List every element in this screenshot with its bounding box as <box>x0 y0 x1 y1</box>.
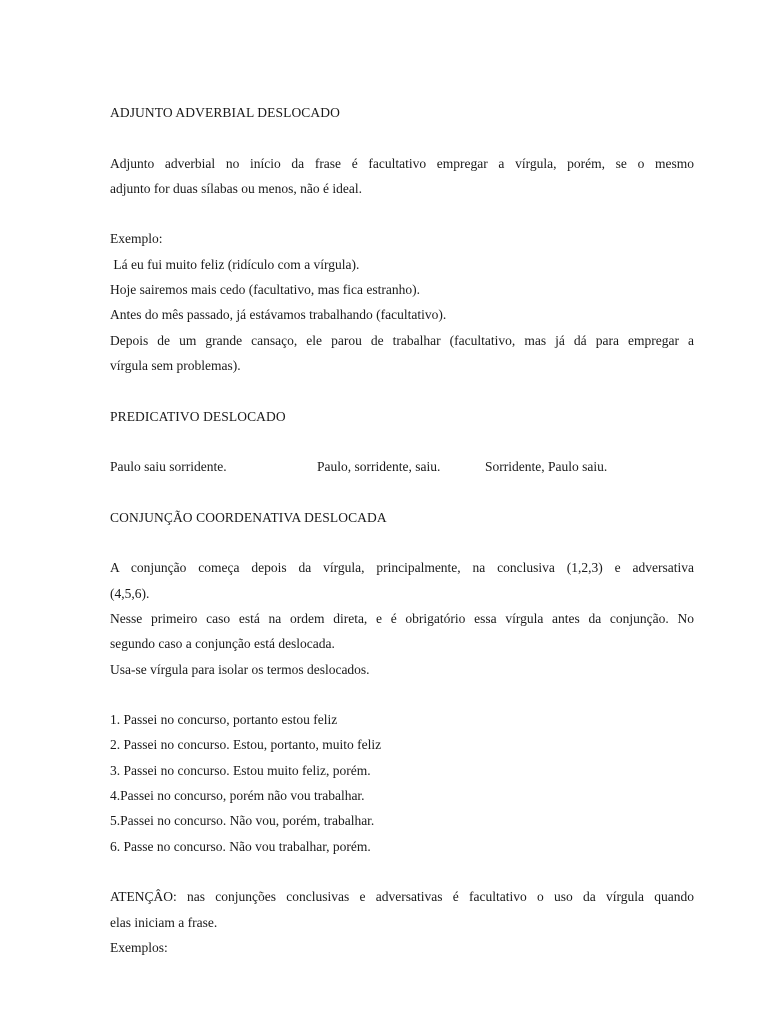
paragraph-line: Adjunto adverbial no início da frase é facultativo empregar a vírgula, porém, se o mesmo <box>110 155 694 171</box>
list-item: 6. Passe no concurso. Não vou trabalhar, porém. <box>110 838 371 854</box>
heading-conjuncao: CONJUNÇÃO COORDENATIVA DESLOCADA <box>110 509 387 525</box>
spacer <box>110 682 694 707</box>
predicativo-example: Paulo saiu sorridente. <box>110 459 227 475</box>
list-item: 2. Passei no concurso. Estou, portanto, muito feliz <box>110 737 382 753</box>
attention-line: elas iniciam a frase. <box>110 914 218 930</box>
spacer <box>110 429 694 454</box>
spacer <box>110 530 694 555</box>
paragraph-line: Usa-se vírgula para isolar os termos deslocados. <box>110 661 370 677</box>
list-item: 5.Passei no concurso. Não vou, porém, trabalhar. <box>110 813 375 829</box>
predicativo-example: Sorridente, Paulo saiu. <box>485 459 608 475</box>
spacer <box>110 479 694 504</box>
predicativo-example: Paulo, sorridente, saiu. <box>317 459 441 475</box>
paragraph-line: A conjunção começa depois da vírgula, principalmente, na conclusiva (1,2,3) e adversativa <box>110 560 694 576</box>
example-line: vírgula sem problemas). <box>110 357 241 373</box>
example-label: Exemplo: <box>110 231 163 247</box>
document-page <box>110 100 694 960</box>
list-item: 4.Passei no concurso, porém não vou trabalhar. <box>110 788 365 804</box>
spacer <box>110 378 694 403</box>
list-item: 1. Passei no concurso, portanto estou feliz <box>110 712 338 728</box>
paragraph-line: segundo caso a conjunção está deslocada. <box>110 636 335 652</box>
example-line: Hoje sairemos mais cedo (facultativo, mas fica estranho). <box>110 282 421 298</box>
predicativo-examples-row <box>110 454 694 479</box>
heading-adjunto: ADJUNTO ADVERBIAL DESLOCADO <box>110 105 340 120</box>
heading-predicativo: PREDICATIVO DESLOCADO <box>110 408 286 424</box>
examples-label: Exemplos: <box>110 939 168 955</box>
spacer <box>110 201 694 226</box>
example-line: Lá eu fui muito feliz (ridículo com a vírgula). <box>110 256 360 272</box>
spacer <box>110 859 694 884</box>
paragraph-line: (4,5,6). <box>110 585 150 601</box>
spacer <box>110 125 694 150</box>
list-item: 3. Passei no concurso. Estou muito feliz, porém. <box>110 762 371 778</box>
example-line: Depois de um grande cansaço, ele parou de trabalhar (facultativo, mas já dá para empregar a <box>110 332 694 348</box>
attention-line: ATENÇÂO: nas conjunções conclusivas e adversativas é facultativo o uso da vírgula quando <box>110 889 694 905</box>
paragraph-line: Nesse primeiro caso está na ordem direta, e é obrigatório essa vírgula antes da conjunção. No <box>110 610 694 626</box>
example-line: Antes do mês passado, já estávamos trabalhando (facultativo). <box>110 307 447 323</box>
paragraph-line: adjunto for duas sílabas ou menos, não é ideal. <box>110 180 362 196</box>
